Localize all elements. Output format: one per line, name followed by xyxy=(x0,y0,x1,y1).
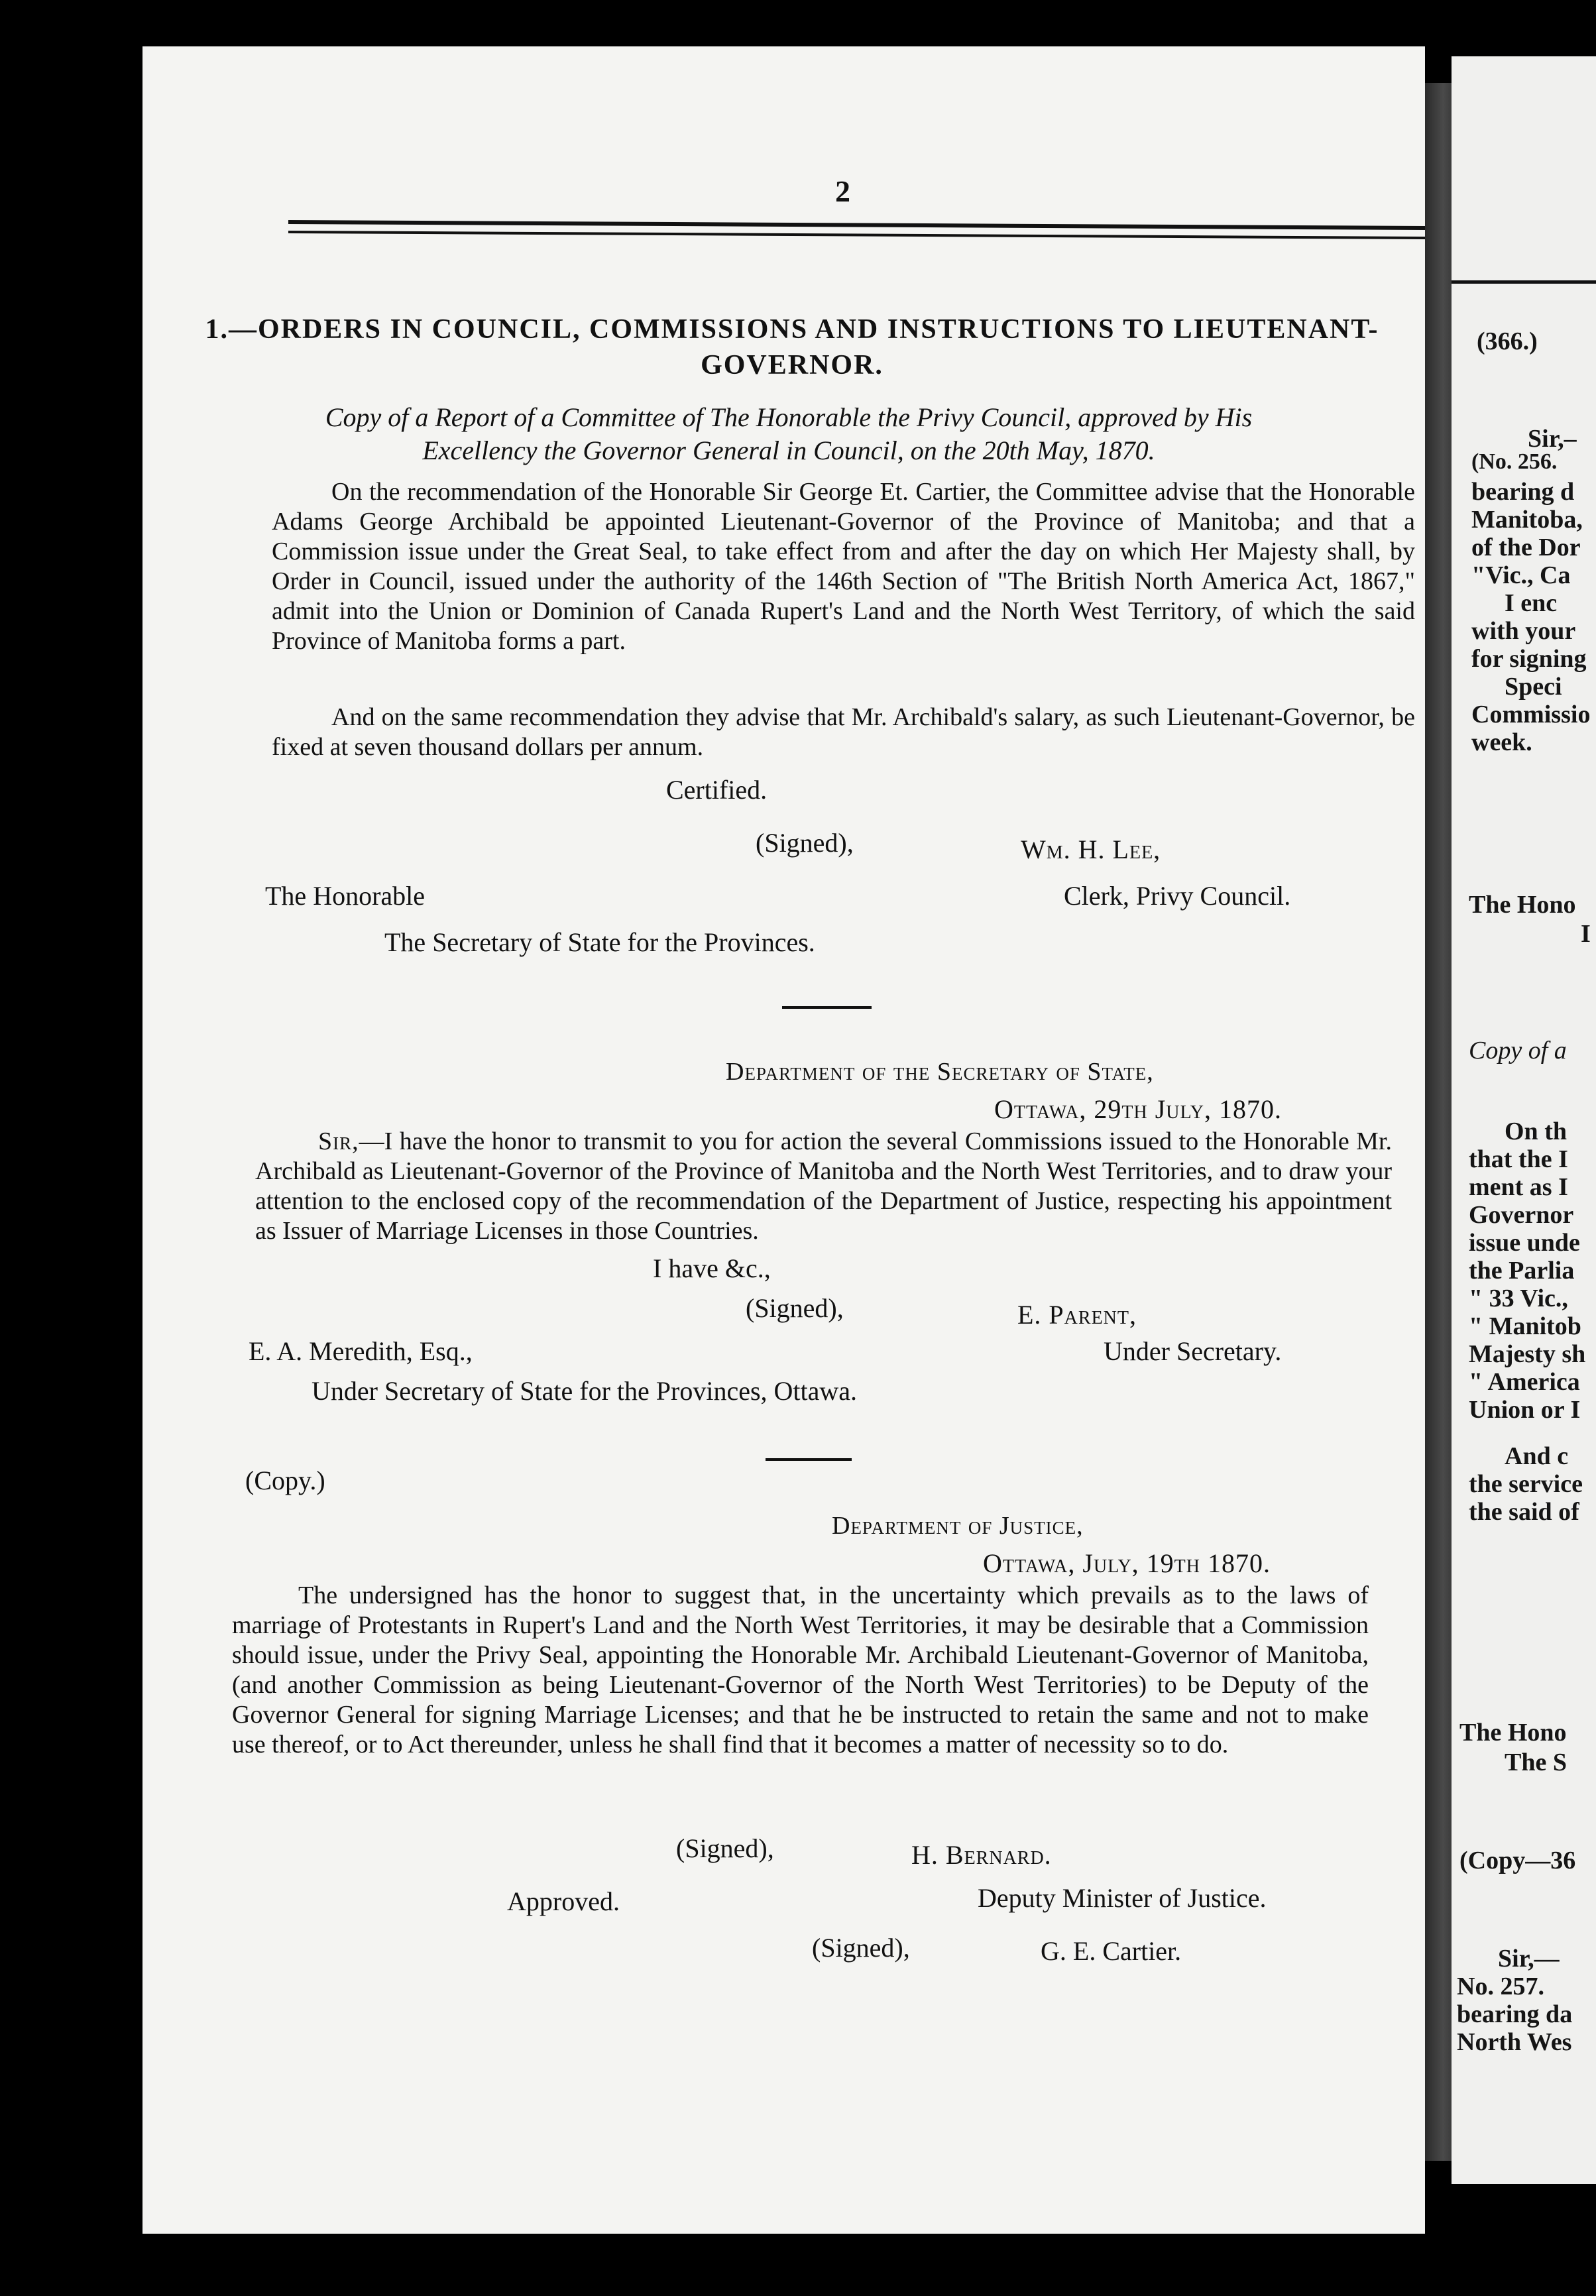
facing-line: that the I xyxy=(1469,1145,1568,1173)
justice-place-date: Ottawa, July, 19th 1870. xyxy=(983,1548,1271,1578)
facing-line: the said of xyxy=(1469,1498,1579,1526)
letter-addressee-line-1: E. A. Meredith, Esq., xyxy=(249,1336,473,1366)
facing-line: the service xyxy=(1469,1470,1583,1498)
facing-line: No. 257. xyxy=(1457,1973,1544,2000)
facing-line: the Parlia xyxy=(1469,1257,1575,1285)
facing-line: Commissio xyxy=(1471,701,1591,728)
facing-line: The Hono xyxy=(1469,891,1576,919)
cartier-signed-label: (Signed), xyxy=(812,1933,910,1963)
facing-line: with your xyxy=(1471,617,1576,645)
letter-signatory-name: E. Parent, xyxy=(1017,1300,1137,1330)
justice-signatory-title: Deputy Minister of Justice. xyxy=(978,1883,1267,1913)
report-paragraph-2: And on the same recommendation they advise that Mr. Archibald's salary, as such Lieutenant-Governor, be fixed at seven thousand dollars per annum. xyxy=(272,703,1415,761)
facing-line: Speci xyxy=(1505,673,1562,701)
separator-rule xyxy=(782,1006,872,1009)
facing-line: " 33 Vic., xyxy=(1469,1285,1568,1312)
facing-line: issue unde xyxy=(1469,1229,1580,1257)
letter-signed-label: (Signed), xyxy=(746,1293,844,1323)
facing-line: " America xyxy=(1469,1368,1580,1396)
facing-line: of the Dor xyxy=(1471,534,1581,561)
facing-line: Governor xyxy=(1469,1201,1574,1229)
letter-addressee-line-2: Under Secretary of State for the Provinces, Ottawa. xyxy=(312,1376,858,1406)
approved-label: Approved. xyxy=(507,1886,620,1916)
facing-line: The Hono xyxy=(1459,1719,1567,1747)
addressee-line-2: The Secretary of State for the Provinces. xyxy=(384,927,815,957)
facing-line: On th xyxy=(1505,1118,1567,1145)
facing-line: North Wes xyxy=(1457,2028,1572,2056)
caption-line-1: Copy of a Report of a Committee of The Honorable the Privy Council, approved by His xyxy=(325,402,1253,432)
facing-line: Union or I xyxy=(1469,1396,1581,1424)
signatory-name: Wm. H. Lee, xyxy=(1021,834,1161,864)
separator-rule xyxy=(766,1458,852,1461)
facing-line: And c xyxy=(1505,1442,1569,1470)
facing-page xyxy=(1452,56,1596,2184)
addressee-line-1: The Honorable xyxy=(265,881,426,911)
facing-line: (366.) xyxy=(1477,327,1538,355)
facing-line: I xyxy=(1581,920,1591,948)
report-paragraph-1: On the recommendation of the Honorable Sir George Et. Cartier, the Committee advise that the Honorable Adams George Archibald be appointed Lieutenant-Governor of the Province of Manitoba; and that a Commission issue under the Great Seal, to take effect from and after the day on which Her Majesty shall, by Order in Council, issued under the authority of the 146th Section of "The British North America Act, 1867," admit into the Union or Dominion of Canada Rupert's Land and the North West Territory, of which the said Province of Manitoba forms a part. xyxy=(272,478,1415,655)
report-caption xyxy=(159,401,1418,467)
facing-line: (Copy—36 xyxy=(1459,1847,1576,1874)
facing-line: The S xyxy=(1505,1749,1567,1776)
facing-line: ment as I xyxy=(1469,1173,1568,1201)
certified-label: Certified. xyxy=(666,775,768,805)
facing-line: Copy of a xyxy=(1469,1037,1567,1064)
letter-salutation: Sir, xyxy=(318,1127,359,1155)
double-rule-top xyxy=(288,220,1425,231)
letter-signatory-title: Under Secretary. xyxy=(1104,1336,1282,1366)
justice-signed-label: (Signed), xyxy=(676,1833,774,1863)
page-number: 2 xyxy=(835,174,850,208)
letter-body-text: —I have the honor to transmit to you for action the several Commissions issued to the Honorable Mr. Archibald as Lieutenant-Governor of the Province of Manitoba and the North West Territories, and to draw your attention to the enclosed copy of the recommendation of the Department of Justice, respecting his appointment as Issuer of Marriage Licenses in those Countries. xyxy=(255,1127,1392,1245)
justice-department: Department of Justice, xyxy=(832,1512,1084,1540)
facing-line: " Manitob xyxy=(1469,1312,1581,1340)
double-rule-bottom xyxy=(288,231,1425,240)
caption-line-2: Excellency the Governor General in Council, on the 20th May, 1870. xyxy=(422,435,1155,465)
section-heading: 1.—ORDERS IN COUNCIL, COMMISSIONS AND INSTRUCTIONS TO LIEUTENANT-GOVERNOR. xyxy=(205,314,1379,380)
letter-department: Department of the Secretary of State, xyxy=(726,1058,1154,1086)
justice-signatory-name: H. Bernard. xyxy=(911,1840,1052,1870)
signatory-title: Clerk, Privy Council. xyxy=(1064,881,1291,911)
copy-label: (Copy.) xyxy=(245,1465,325,1495)
facing-line: Sir,– xyxy=(1528,425,1577,453)
signed-label: (Signed), xyxy=(756,828,854,858)
facing-line: bearing d xyxy=(1471,478,1575,506)
facing-line: for signing xyxy=(1471,645,1587,673)
letter-closing: I have &c., xyxy=(653,1253,771,1283)
document-page xyxy=(142,46,1425,2234)
facing-line: week. xyxy=(1471,728,1532,756)
letter-place-date: Ottawa, 29th July, 1870. xyxy=(994,1094,1282,1124)
justice-body: The undersigned has the honor to suggest that, in the uncertainty which prevails as to the laws of marriage of Protestants in Rupert's Land and the North West Territories, it may be desirable that a Commission should issue, under the Privy Seal, appointing the Honorable Mr. Archibald Lieutenant-Governor of Manitoba, (and another Commission as being Lieutenant-Governor of the North West Territories) to be Deputy of the Governor General for signing Marriage Licenses; and that he be instructed to retain the same and not to make use thereof, or to Act thereunder, unless he shall find that it becomes a matter of necessity so to do. xyxy=(232,1581,1369,1758)
facing-line: Sir,— xyxy=(1498,1945,1560,1973)
facing-line: Majesty sh xyxy=(1469,1340,1586,1368)
facing-line: "Vic., Ca xyxy=(1471,561,1571,589)
facing-line: (No. 256. xyxy=(1471,449,1558,474)
facing-line: bearing da xyxy=(1457,2000,1573,2028)
letter-body xyxy=(255,1127,1392,1246)
facing-line: Manitoba, xyxy=(1471,506,1583,534)
cartier-signatory: G. E. Cartier. xyxy=(1041,1936,1182,1966)
facing-rule xyxy=(1452,280,1596,284)
facing-line: I enc xyxy=(1505,589,1558,617)
